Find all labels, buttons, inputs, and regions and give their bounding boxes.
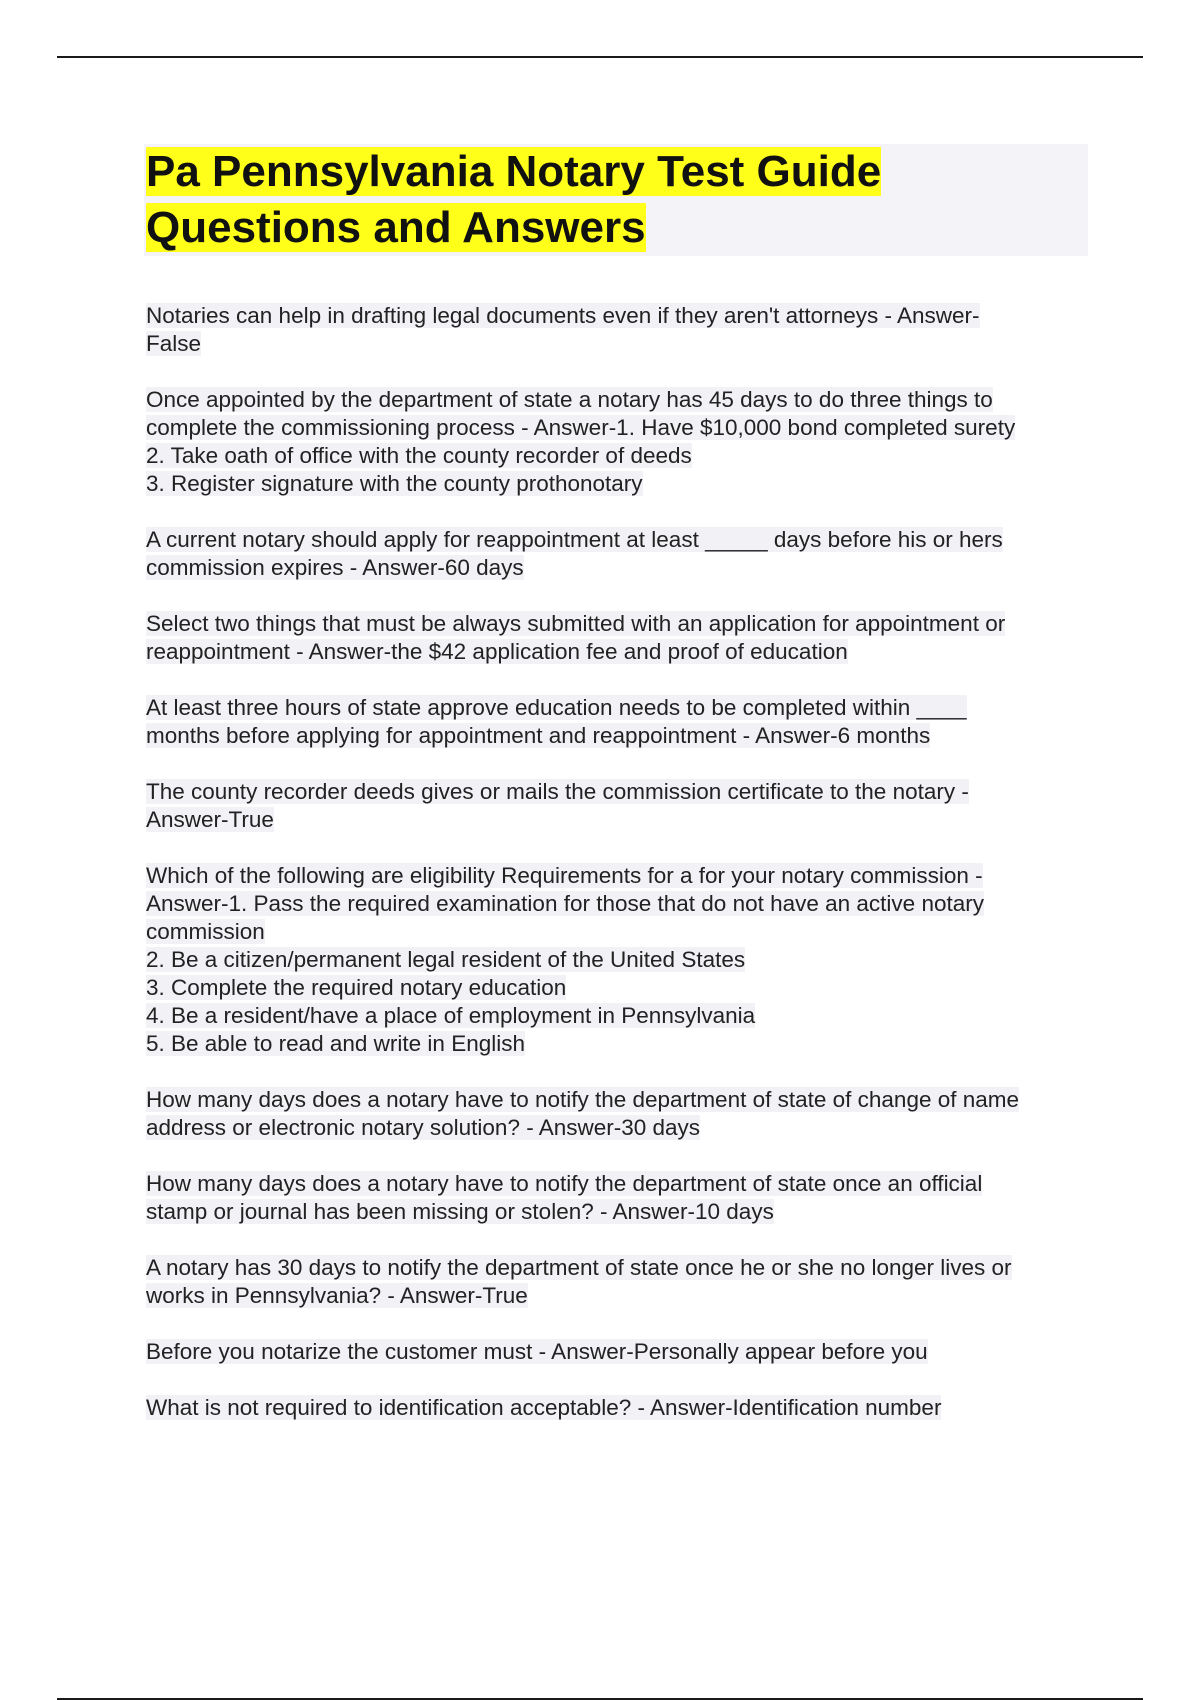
qa-line-text: At least three hours of state approve education needs to be completed within ____: [146, 695, 967, 720]
qa-line-text: complete the commissioning process - Answer-1. Have $10,000 bond completed surety: [146, 415, 1016, 440]
qa-item: [146, 1394, 1096, 1422]
qa-line-text: works in Pennsylvania? - Answer-True: [146, 1283, 528, 1308]
qa-line: [146, 330, 1096, 358]
qa-item: [146, 1086, 1096, 1142]
qa-item: [146, 386, 1096, 498]
qa-line-text: Select two things that must be always submitted with an application for appointment or: [146, 611, 1006, 636]
qa-line: [146, 806, 1096, 834]
qa-line: [146, 778, 1096, 806]
qa-line: [146, 1086, 1096, 1114]
qa-line: [146, 694, 1096, 722]
qa-line: [146, 414, 1096, 442]
qa-line-text: 2. Take oath of office with the county recorder of deeds: [146, 443, 692, 468]
qa-line: [146, 974, 1096, 1002]
qa-line: [146, 610, 1096, 638]
qa-item: [146, 526, 1096, 582]
qa-line-text: stamp or journal has been missing or stolen? - Answer-10 days: [146, 1199, 774, 1224]
qa-line: [146, 638, 1096, 666]
qa-item: [146, 1170, 1096, 1226]
qa-line-text: Notaries can help in drafting legal documents even if they aren't attorneys - Answer-: [146, 303, 980, 328]
qa-line: [146, 1254, 1096, 1282]
qa-line: [146, 386, 1096, 414]
qa-line: [146, 470, 1096, 498]
qa-line-text: months before applying for appointment and reappointment - Answer-6 months: [146, 723, 931, 748]
qa-line-text: Before you notarize the customer must - Answer-Personally appear before you: [146, 1339, 928, 1364]
title-line-1: Pa Pennsylvania Notary Test Guide: [146, 147, 882, 196]
qa-line-text: A current notary should apply for reappointment at least _____ days before his or hers: [146, 527, 1003, 552]
qa-item: [146, 778, 1096, 834]
qa-line-text: What is not required to identification acceptable? - Answer-Identification number: [146, 1395, 942, 1420]
qa-line-text: 2. Be a citizen/permanent legal resident of the United States: [146, 947, 746, 972]
qa-line-text: How many days does a notary have to notify the department of state once an official: [146, 1171, 983, 1196]
qa-line: [146, 442, 1096, 470]
qa-line-text: 5. Be able to read and write in English: [146, 1031, 525, 1056]
qa-line-text: 3. Register signature with the county prothonotary: [146, 471, 643, 496]
qa-line: [146, 722, 1096, 750]
qa-line: [146, 1114, 1096, 1142]
qa-line: [146, 1002, 1096, 1030]
qa-item: [146, 302, 1096, 358]
qa-line: [146, 1198, 1096, 1226]
qa-line-text: commission expires - Answer-60 days: [146, 555, 524, 580]
qa-item: [146, 610, 1096, 666]
qa-line-text: A notary has 30 days to notify the department of state once he or she no longer lives or: [146, 1255, 1012, 1280]
qa-item: [146, 1254, 1096, 1310]
qa-line-text: address or electronic notary solution? - Answer-30 days: [146, 1115, 701, 1140]
qa-line-text: Which of the following are eligibility Requirements for a for your notary commission -: [146, 863, 983, 888]
qa-line-text: 3. Complete the required notary education: [146, 975, 567, 1000]
qa-item: [146, 694, 1096, 750]
qa-line-text: The county recorder deeds gives or mails the commission certificate to the notary -: [146, 779, 969, 804]
qa-line: [146, 526, 1096, 554]
qa-line: [146, 1394, 1096, 1422]
qa-line: [146, 1030, 1096, 1058]
qa-line: [146, 862, 1096, 890]
title-line-2: Questions and Answers: [146, 203, 646, 252]
qa-line: [146, 946, 1096, 974]
top-rule: [57, 56, 1143, 58]
qa-line-text: Answer-True: [146, 807, 274, 832]
page-title: [146, 144, 1086, 256]
qa-line: [146, 1170, 1096, 1198]
qa-list: [146, 302, 1096, 1450]
qa-line: [146, 918, 1096, 946]
qa-item: [146, 1338, 1096, 1366]
qa-line-text: 4. Be a resident/have a place of employment in Pennsylvania: [146, 1003, 756, 1028]
qa-line: [146, 302, 1096, 330]
qa-line-text: Answer-1. Pass the required examination for those that do not have an active notary: [146, 891, 984, 916]
qa-line-text: False: [146, 331, 202, 356]
qa-line-text: commission: [146, 919, 265, 944]
qa-line-text: How many days does a notary have to notify the department of state of change of name: [146, 1087, 1020, 1112]
qa-line: [146, 890, 1096, 918]
qa-line: [146, 554, 1096, 582]
qa-line: [146, 1338, 1096, 1366]
qa-line-text: Once appointed by the department of state a notary has 45 days to do three things to: [146, 387, 993, 412]
qa-item: [146, 862, 1096, 1058]
qa-line: [146, 1282, 1096, 1310]
qa-line-text: reappointment - Answer-the $42 application fee and proof of education: [146, 639, 848, 664]
